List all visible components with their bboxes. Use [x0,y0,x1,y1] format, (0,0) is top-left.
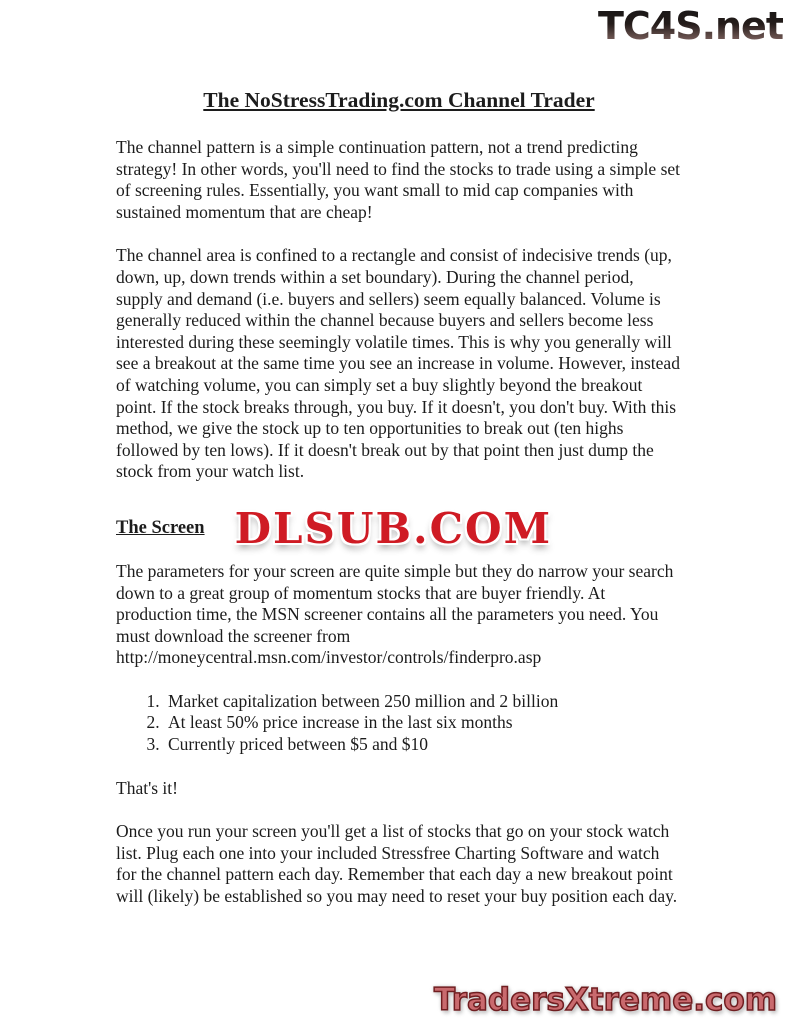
tradersxtreme-logo: TradersXtreme.com [433,982,777,1018]
list-item: 2. At least 50% price increase in the last six months [164,712,682,734]
document-content [116,88,682,930]
page-title: The NoStressTrading.com Channel Trader [203,88,595,112]
paragraph-closing: Once you run your screen you'll get a list of stocks that go on your stock watch list. Plug each one into your included Stressfree Charting Software and watch for the channel pattern each day. Remember that each day a new breakout point will (likely) be established so you may need to reset your buy position each day. [116,821,678,907]
list-item: 1. Market capitalization between 250 million and 2 billion [164,691,682,713]
paragraph-channel-area: The channel area is confined to a rectangle and consist of indecisive trends (up, down, up, down trends within a set boundary). During the channel period, supply and demand (i.e. buyers and sellers) seem equally balanced. Volume is generally reduced within the channel because buyers and sellers become less interested during these seemingly volatile times. This is why you generally will see a breakout at the same time you see an increase in volume. However, instead of watching volume, you can simply set a buy slightly beyond the breakout point. If the stock breaks through, you buy. If it doesn't, you don't buy. With this method, we give the stock up to ten opportunities to break out (ten highs followed by ten lows). If it doesn't break out by that point then just dump the stock from your watch list. [116,245,680,482]
screening-rules-list [116,691,682,756]
dlsub-watermark: DLSUB.COM [234,504,553,554]
section-heading-the-screen: The Screen [116,518,205,539]
paragraph-parameters-text: The parameters for your screen are quite simple but they do narrow your search down to a great group of momentum stocks that are buyer friendly. At production time, the MSN screener contains all the parameters you need. You must download the screener from [116,560,674,646]
section-row [116,505,682,553]
tc4s-logo: TC4S.net [597,4,783,48]
paragraph-thats-it: That's it! [116,777,178,798]
paragraph-intro: The channel pattern is a simple continuation pattern, not a trend predicting strategy! In other words, you'll need to find the stocks to trade using a simple set of screening rules. Essentially, you want small to mid cap companies with sustained momentum that are cheap! [116,137,681,222]
paragraph-parameters [116,561,682,669]
screener-url: http://moneycentral.msn.com/investor/controls/finderpro.asp [116,647,542,668]
list-item: 3. Currently priced between $5 and $10 [164,734,682,756]
